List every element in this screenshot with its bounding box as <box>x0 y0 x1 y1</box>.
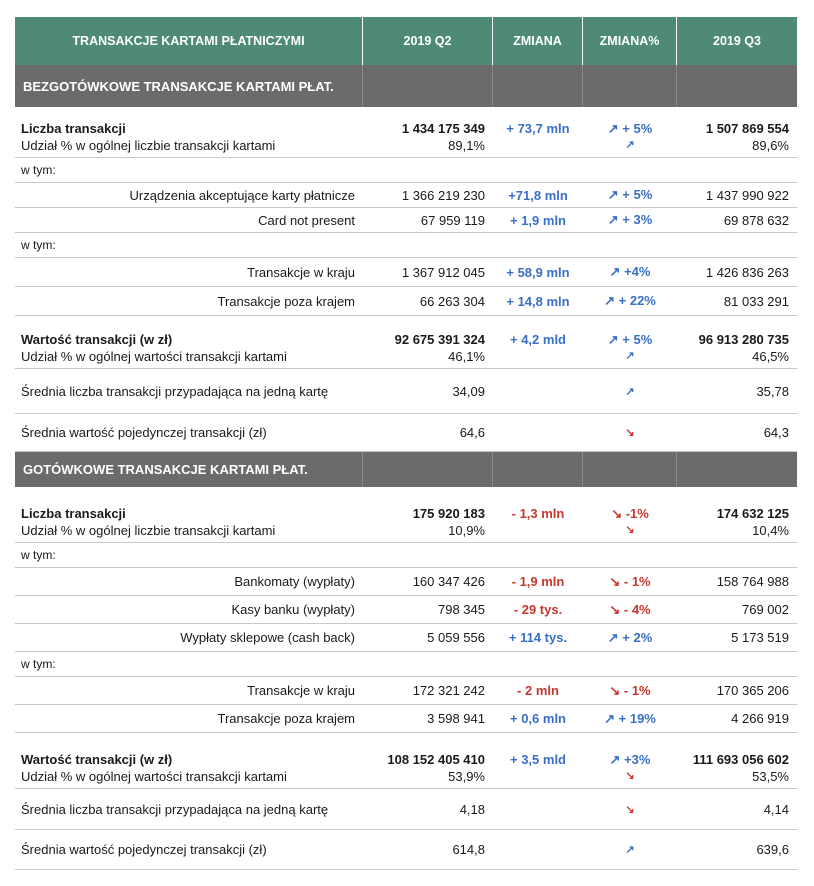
change-value: + 14,8 mln <box>506 293 570 309</box>
q3-value: 170 365 206 <box>716 683 789 698</box>
change-pct-value: ↗ + 5% <box>607 332 653 347</box>
q2-value: 172 321 242 <box>412 683 485 698</box>
row-label: Urządzenia akceptujące karty płatnicze <box>129 187 355 203</box>
table-row <box>15 369 797 414</box>
q2-value: 53,9% <box>448 769 485 784</box>
q3-value: 5 173 519 <box>731 630 789 645</box>
header-q2: 2019 Q2 <box>363 17 493 65</box>
q3-value: 158 764 988 <box>716 574 789 589</box>
table-row <box>15 414 797 452</box>
table-row <box>15 596 797 624</box>
table-row <box>15 568 797 596</box>
table-row <box>15 677 797 705</box>
change-pct-value: ↗ +4% <box>609 264 651 279</box>
q3-value: 53,5% <box>752 769 789 784</box>
q2-value: 10,9% <box>448 523 485 538</box>
table-row <box>15 624 797 652</box>
q3-value: 46,5% <box>752 349 789 364</box>
table-row <box>15 652 797 677</box>
table-row <box>15 208 797 233</box>
header-change: ZMIANA <box>493 17 583 65</box>
q2-value: 3 598 941 <box>427 711 485 726</box>
subgroup-label: w tym: <box>21 163 56 177</box>
trend-up-icon: ↗ <box>625 350 635 362</box>
row-label: Liczba transakcji <box>21 506 126 521</box>
q2-value: 66 263 304 <box>419 293 485 309</box>
change-value: + 4,2 mld <box>510 332 566 347</box>
change-value: - 29 tys. <box>513 602 563 617</box>
change-value: + 58,9 mln <box>506 264 570 280</box>
row-label: Kasy banku (wypłaty) <box>231 602 355 617</box>
change-pct-value: ↗ + 22% <box>604 293 656 308</box>
change-pct-value: ↘ - 1% <box>609 573 651 589</box>
row-label: Wypłaty sklepowe (cash back) <box>180 630 355 645</box>
table-row <box>15 233 797 258</box>
row-label: Średnia liczba transakcji przypadająca na jedną kartę <box>21 383 329 399</box>
q3-value: 1 437 990 922 <box>705 187 789 203</box>
row-label: Transakcje w kraju <box>247 683 355 698</box>
q3-value: 4 266 919 <box>731 711 789 726</box>
row-label: Udział % w ogólnej liczbie transakcji kartami <box>21 523 276 538</box>
table-header <box>15 17 797 65</box>
change-value: +71,8 mln <box>508 187 568 203</box>
subgroup-label: w tym: <box>21 548 56 562</box>
q3-value: 64,3 <box>763 425 789 440</box>
q3-value: 35,78 <box>756 383 789 399</box>
header-change-pct: ZMIANA% <box>583 17 677 65</box>
table-row <box>15 487 797 543</box>
row-label: Średnia wartość pojedynczej transakcji (zł) <box>21 842 267 857</box>
q3-value: 69 878 632 <box>723 212 789 228</box>
table-row <box>15 287 797 316</box>
q2-value: 160 347 426 <box>412 574 485 589</box>
change-pct-value: ↗ +3% <box>609 752 651 767</box>
subgroup-label: w tym: <box>21 657 56 671</box>
trend-down-icon: ↘ <box>625 427 635 439</box>
q3-value: 96 913 280 735 <box>698 332 789 347</box>
q2-value: 89,1% <box>448 138 485 153</box>
header-title: TRANSAKCJE KARTAMI PŁATNICZYMI <box>15 17 363 65</box>
row-label: Średnia wartość pojedynczej transakcji (zł) <box>21 425 267 440</box>
q3-value: 89,6% <box>752 138 789 153</box>
trend-up-icon: ↗ <box>625 844 635 856</box>
row-label: Wartość transakcji (w zł) <box>21 752 173 767</box>
table-row <box>15 158 797 183</box>
change-value: + 3,5 mld <box>510 752 566 767</box>
change-pct-value: ↘ -1% <box>611 506 649 521</box>
change-value: + 114 tys. <box>508 630 568 645</box>
q2-value: 4,18 <box>459 801 485 817</box>
change-value: - 1,3 mln <box>511 506 565 521</box>
q2-value: 1 367 912 045 <box>401 264 485 280</box>
q2-value: 1 434 175 349 <box>401 121 485 136</box>
change-value: - 2 mln <box>517 683 559 698</box>
row-label: Transakcje w kraju <box>247 264 355 280</box>
row-label: Średnia liczba transakcji przypadająca na jedną kartę <box>21 801 329 817</box>
table-row <box>15 543 797 568</box>
change-value: + 73,7 mln <box>506 121 570 136</box>
table-row <box>15 789 797 830</box>
change-pct-value: ↗ + 3% <box>607 212 653 227</box>
q2-value: 175 920 183 <box>412 506 485 521</box>
trend-down-icon: ↘ <box>625 803 635 816</box>
q3-value: 174 632 125 <box>716 506 789 521</box>
row-label: Udział % w ogólnej wartości transakcji kartami <box>21 349 287 364</box>
trend-up-icon: ↗ <box>625 385 635 398</box>
q3-value: 111 693 056 602 <box>692 752 789 767</box>
row-label: Card not present <box>258 212 355 228</box>
change-value: + 1,9 mln <box>510 212 566 228</box>
change-pct-value: ↗ + 2% <box>607 629 653 645</box>
table-row <box>15 316 797 369</box>
q2-value: 92 675 391 324 <box>394 332 485 347</box>
section-title: BEZGOTÓWKOWE TRANSAKCJE KARTAMI PŁAT. <box>15 65 363 107</box>
table-row <box>15 107 797 158</box>
section-cash <box>15 452 797 487</box>
q3-value: 81 033 291 <box>723 293 789 309</box>
row-label: Udział % w ogólnej liczbie transakcji kartami <box>21 138 276 153</box>
q2-value: 798 345 <box>438 602 485 617</box>
q2-value: 108 152 405 410 <box>387 752 485 767</box>
table-row <box>15 183 797 208</box>
table-row <box>15 258 797 287</box>
q2-value: 1 366 219 230 <box>401 187 485 203</box>
q2-value: 67 959 119 <box>420 212 485 228</box>
q3-value: 1 426 836 263 <box>705 264 789 280</box>
header-q3: 2019 Q3 <box>713 34 761 48</box>
table-row <box>15 705 797 733</box>
trend-down-icon: ↘ <box>625 524 635 536</box>
q3-value: 10,4% <box>752 523 789 538</box>
table-row <box>15 733 797 789</box>
section-cashless <box>15 65 797 107</box>
q2-value: 34,09 <box>452 383 485 399</box>
section-title: GOTÓWKOWE TRANSAKCJE KARTAMI PŁAT. <box>15 452 363 487</box>
change-pct-value: ↗ + 5% <box>607 187 653 202</box>
card-transactions-table <box>15 17 797 870</box>
q2-value: 64,6 <box>459 425 485 440</box>
q3-value: 4,14 <box>763 801 789 817</box>
row-label: Bankomaty (wypłaty) <box>234 574 355 589</box>
trend-up-icon: ↗ <box>625 139 635 151</box>
change-pct-value: ↗ + 19% <box>604 710 656 726</box>
row-label: Udział % w ogólnej wartości transakcji kartami <box>21 769 287 784</box>
subgroup-label: w tym: <box>21 238 56 252</box>
change-value: - 1,9 mln <box>511 574 565 589</box>
row-label: Liczba transakcji <box>21 121 126 136</box>
change-pct-value: ↗ + 5% <box>607 121 653 136</box>
row-label: Transakcje poza krajem <box>217 293 355 309</box>
q3-value: 639,6 <box>756 842 789 857</box>
trend-down-icon: ↘ <box>625 770 635 782</box>
q2-value: 614,8 <box>452 842 485 857</box>
q3-value: 1 507 869 554 <box>705 121 789 136</box>
q2-value: 46,1% <box>448 349 485 364</box>
change-pct-value: ↘ - 4% <box>609 601 651 617</box>
change-value: + 0,6 mln <box>510 711 566 726</box>
row-label: Wartość transakcji (w zł) <box>21 332 173 347</box>
table-row <box>15 830 797 870</box>
change-pct-value: ↘ - 1% <box>609 682 651 698</box>
q3-value: 769 002 <box>742 602 789 617</box>
row-label: Transakcje poza krajem <box>217 711 355 726</box>
q2-value: 5 059 556 <box>427 630 485 645</box>
